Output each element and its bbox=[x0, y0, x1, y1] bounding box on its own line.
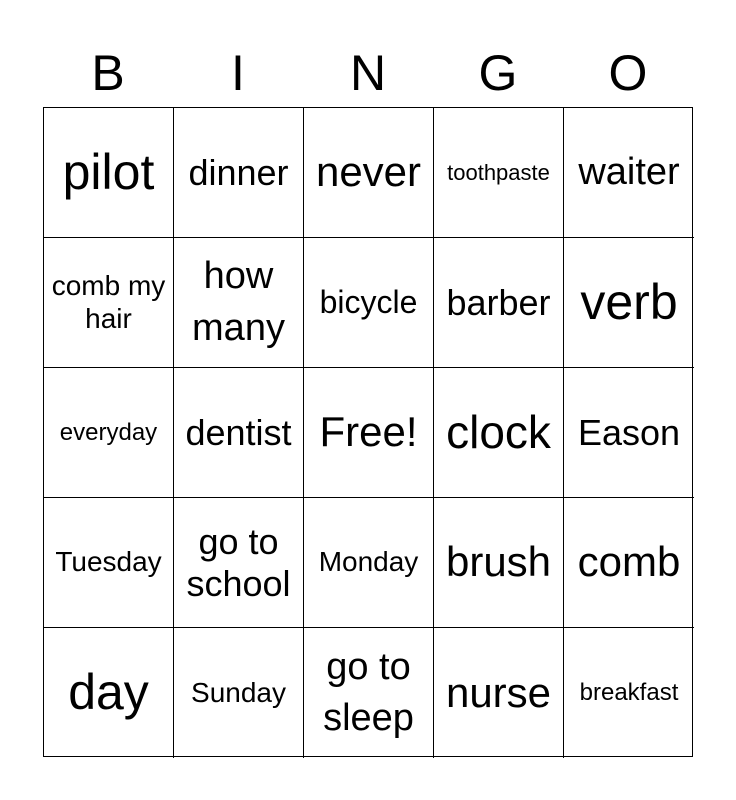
bingo-cell[interactable]: Sunday bbox=[174, 628, 304, 758]
bingo-cell[interactable]: Monday bbox=[304, 498, 434, 628]
bingo-cell[interactable]: go to school bbox=[174, 498, 304, 628]
bingo-cell[interactable]: toothpaste bbox=[434, 108, 564, 238]
bingo-cell[interactable]: brush bbox=[434, 498, 564, 628]
bingo-cell[interactable]: Tuesday bbox=[44, 498, 174, 628]
bingo-cell[interactable]: dinner bbox=[174, 108, 304, 238]
bingo-cell[interactable]: dentist bbox=[174, 368, 304, 498]
free-space-cell[interactable]: Free! bbox=[304, 368, 434, 498]
bingo-cell[interactable]: never bbox=[304, 108, 434, 238]
header-letter-g: G bbox=[478, 45, 518, 101]
bingo-cell[interactable]: bicycle bbox=[304, 238, 434, 368]
bingo-cell[interactable]: clock bbox=[434, 368, 564, 498]
bingo-cell[interactable]: comb bbox=[564, 498, 694, 628]
bingo-cell[interactable]: verb bbox=[564, 238, 694, 368]
header-letter-b: B bbox=[91, 45, 125, 101]
bingo-cell[interactable]: waiter bbox=[564, 108, 694, 238]
bingo-cell[interactable]: nurse bbox=[434, 628, 564, 758]
bingo-header bbox=[43, 40, 693, 106]
bingo-cell[interactable]: barber bbox=[434, 238, 564, 368]
header-letter-n: N bbox=[349, 45, 387, 101]
bingo-cell[interactable]: how many bbox=[174, 238, 304, 368]
bingo-cell[interactable]: Eason bbox=[564, 368, 694, 498]
bingo-cell[interactable]: pilot bbox=[44, 108, 174, 238]
bingo-cell[interactable]: everyday bbox=[44, 368, 174, 498]
bingo-cell[interactable]: day bbox=[44, 628, 174, 758]
header-letter-i: I bbox=[231, 45, 245, 101]
bingo-board bbox=[43, 107, 693, 757]
bingo-cell[interactable]: go to sleep bbox=[304, 628, 434, 758]
bingo-cell[interactable]: comb my hair bbox=[44, 238, 174, 368]
header-letter-o: O bbox=[608, 45, 648, 101]
bingo-cell[interactable]: breakfast bbox=[579, 679, 679, 707]
